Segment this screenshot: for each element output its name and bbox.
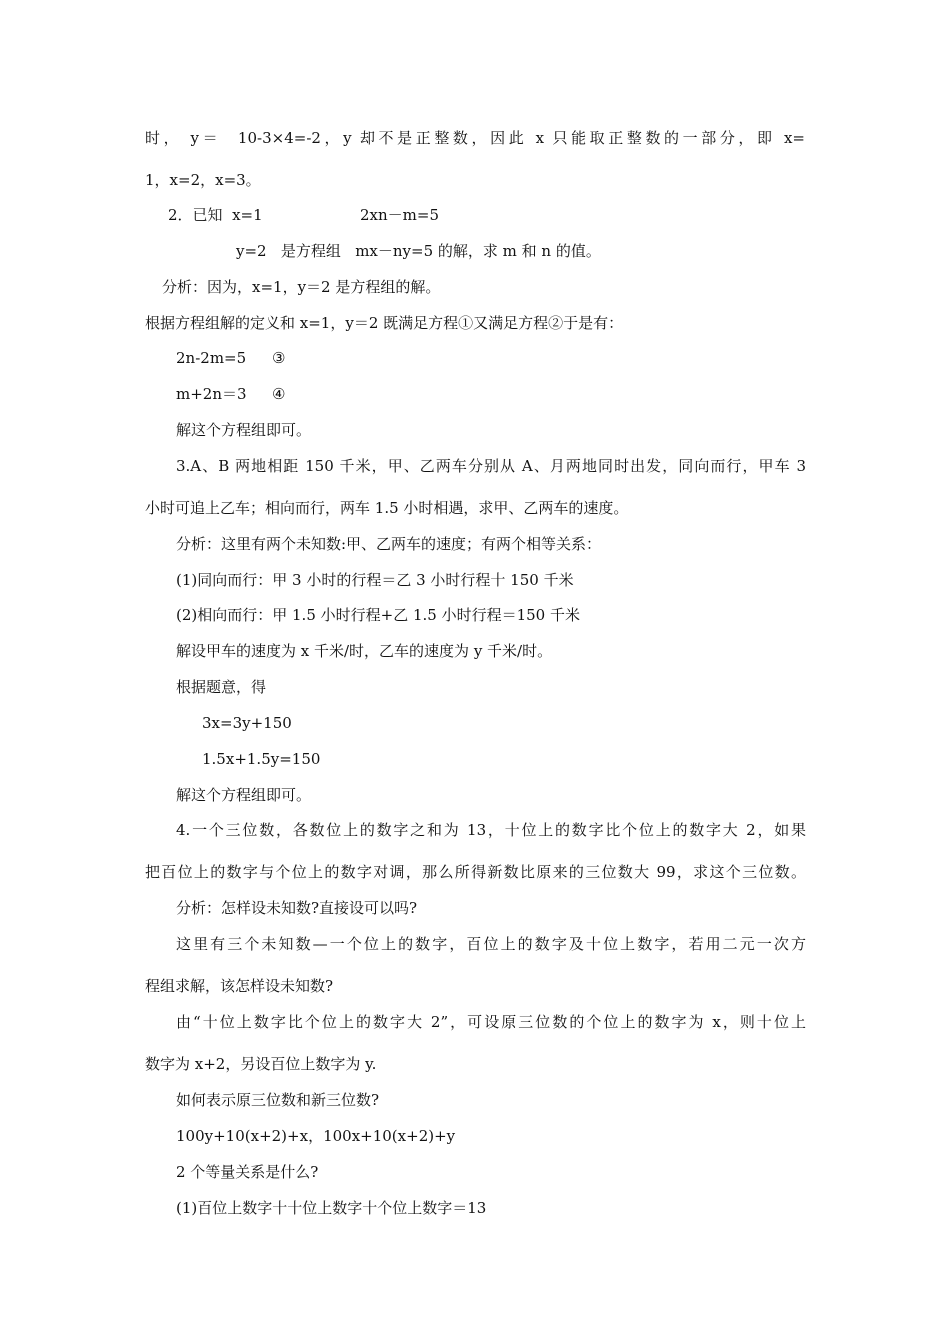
text-line: 由“十位上数字比个位上的数字大 2”，可设原三位数的个位上的数字为 x，则十位上	[176, 1013, 806, 1031]
text-line: ④	[272, 385, 286, 403]
text-line: 如何表示原三位数和新三位数?	[176, 1091, 380, 1109]
text-line: 时， y＝ 10-3×4=-2，y 却不是正整数，因此 x 只能取正整数的一部分，即 x=	[145, 129, 805, 147]
text-line: 解设甲车的速度为 x 千米/时，乙车的速度为 y 千米/时。	[176, 642, 553, 660]
text-line: 数字为 x+2，另设百位上数字为 y.	[145, 1055, 377, 1073]
text-line: 4.一个三位数，各数位上的数字之和为 13，十位上的数字比个位上的数字大 2，如果	[176, 821, 806, 839]
text-line: 3.A、B 两地相距 150 千米，甲、乙两车分别从 A、月两地同时出发，同向而行，甲车 3	[176, 457, 806, 475]
text-line: 分析：因为，x=1，y＝2 是方程组的解。	[162, 278, 441, 296]
text-line: 解这个方程组即可。	[176, 786, 312, 804]
text-line: y=2 是方程组 mx－ny=5 的解，求 m 和 n 的值。	[236, 242, 601, 260]
text-line: 把百位上的数字与个位上的数字对调，那么所得新数比原来的三位数大 99，求这个三位数。	[145, 863, 806, 881]
text-line: 解这个方程组即可。	[176, 421, 312, 439]
text-line: ③	[272, 349, 286, 367]
text-line: 2n-2m=5	[176, 349, 247, 367]
text-line: 1.5x+1.5y=150	[202, 750, 321, 768]
text-line: 根据方程组解的定义和 x=1，y＝2 既满足方程①又满足方程②于是有：	[145, 314, 624, 332]
text-line: 根据题意，得	[176, 678, 267, 696]
text-line: 程组求解，该怎样设未知数?	[145, 977, 334, 995]
text-line: 1，x=2，x=3。	[145, 171, 261, 189]
text-line: 2xn－m=5	[360, 206, 439, 224]
text-line: 3x=3y+150	[202, 714, 292, 732]
text-line: 这里有三个未知数—一个位上的数字，百位上的数字及十位上数字，若用二元一次方	[176, 935, 806, 953]
text-line: m+2n＝3	[176, 385, 247, 403]
text-line: (1)百位上数字十十位上数字十个位上数字＝13	[176, 1199, 487, 1217]
text-line: 2．已知 x=1	[168, 206, 263, 224]
text-line: 分析：这里有两个未知数:甲、乙两车的速度；有两个相等关系：	[176, 535, 602, 553]
text-line: 2 个等量关系是什么?	[176, 1163, 319, 1181]
text-line: 小时可追上乙车；相向而行，两车 1.5 小时相遇，求甲、乙两车的速度。	[145, 499, 629, 517]
text-line: 100y+10(x+2)+x，100x+10(x+2)+y	[176, 1127, 456, 1145]
text-line: (1)同向而行：甲 3 小时的行程＝乙 3 小时行程十 150 千米	[176, 571, 574, 589]
text-line: (2)相向而行：甲 1.5 小时行程+乙 1.5 小时行程＝150 千米	[176, 606, 580, 624]
text-line: 分析：怎样设未知数?直接设可以吗?	[176, 899, 418, 917]
